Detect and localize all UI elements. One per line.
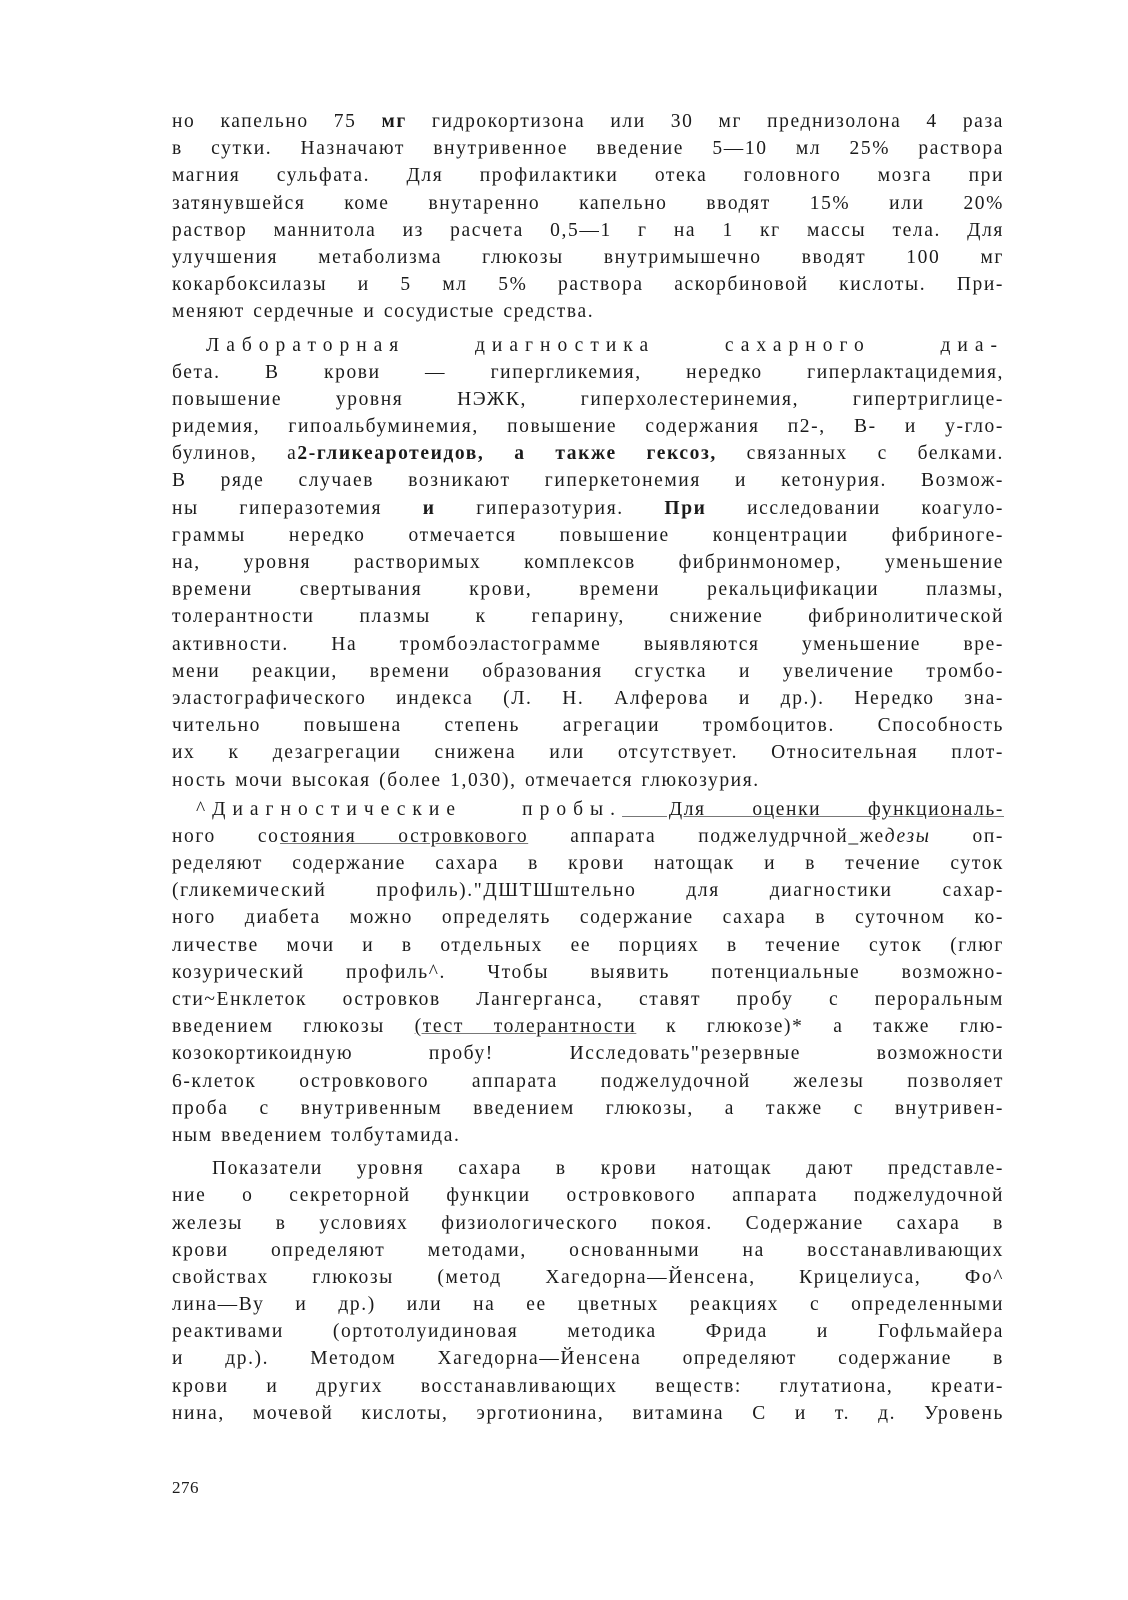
book-page-body [172,108,1004,1427]
text-line: булинов, а2-гликеаротеидов, а также гексоз, связанных с белками. [172,443,1004,465]
text-line: бета. В крови — гипергликемия, нередко гиперлактацидемия, [172,361,1004,383]
text-line: и др.). Методом Хагедорна—Йенсена определяют содержание в [172,1348,1004,1370]
text-line: ределяют содержание сахара в крови натощак и в течение суток [172,853,1004,875]
text-line: нина, мочевой кислоты, эрготионина, витамина С и т. д. Уровень [172,1402,1004,1424]
text-line: толерантности плазмы к гепарину, снижение фибринолитической [172,606,1004,628]
text-line: лина—Ву и др.) или на ее цветных реакциях с определенными [172,1294,1004,1316]
text-line: мени реакции, времени образования сгустка и увеличение тромбо- [172,660,1004,682]
text-line: свойствах глюкозы (метод Хагедорна—Йенсена, Крицелиуса, Фо^ [172,1266,1004,1288]
paragraph-diagnostic-tests [172,796,1004,1149]
text-line: активности. На тромбоэластограмме выявляются уменьшение вре- [172,633,1004,655]
text-line: козокортикоидную пробу! Исследовать"резервные возможности [172,1043,1004,1065]
page-number: 276 [172,1478,199,1497]
text-line: В ряде случаев возникают гиперкетонемия и кетонурия. Возмож- [172,470,1004,492]
text-line: ным введением толбутамида. [172,1124,461,1146]
text-line: ридемия, гипоальбуминемия, повышение содержания п2-, В- и у-гло- [172,416,1004,438]
text-line: личестве мочи и в отдельных ее порциях в течение суток (глюг [172,934,1004,956]
text-line: ного диабета можно определять содержание сахара в суточном ко- [172,907,1004,929]
text-line: крови определяют методами, основанными на восстанавливающих [172,1239,1004,1261]
text-line: но капельно 75 мг гидрокортизона или 30 мг преднизолона 4 раза [172,111,1004,132]
text-line: (гликемический профиль)."ДШТШштельно для диагностики сахар- [172,880,1004,902]
text-line: в сутки. Назначают внутривенное введение 5—10 мл 25% раствора [172,138,1004,160]
text-line: чительно повышена степень агрегации тромбоцитов. Способность [172,715,1004,737]
text-line: кокарбоксилазы и 5 мл 5% раствора аскорбиновой кислоты. При- [172,274,1004,296]
text-line: затянувшейся коме внутаренно капельно вводят 15% или 20% [172,192,1004,214]
text-line: магния сульфата. Для профилактики отека головного мозга при [172,165,1004,187]
text-line: ного состояния островкового аппарата поджелудрчной_жедезы оп- [172,825,1004,847]
text-line: 6-клеток островкового аппарата поджелудочной железы позволяет [172,1070,1004,1092]
text-line: эластографического индекса (Л. Н. Алферова и др.). Нередко зна- [172,687,1004,709]
section-heading-line: Лабораторная диагностика сахарного диа- [206,334,1004,356]
section-heading-line: ^Диагностические пробы. Для оценки функциональ- [196,798,1005,820]
text-line: железы в условиях физиологического покоя. Содержание сахара в [172,1212,1004,1234]
text-line: ние о секреторной функции островкового аппарата поджелудочной [172,1185,1004,1207]
text-line: повышение уровня НЭЖК, гиперхолестеринемия, гипертриглице- [172,388,1004,410]
text-line: улучшения метаболизма глюкозы внутримышечно вводят 100 мг [172,246,1004,268]
paragraph-lab-diagnostics [172,332,1004,794]
text-line: раствор маннитола из расчета 0,5—1 г на 1 кг массы тела. Для [172,219,1004,241]
text-line: сти~Енклеток островков Лангерганса, ставят пробу с пероральным [172,989,1004,1010]
paragraph-blood-sugar [172,1155,1004,1427]
text-line: граммы нередко отмечается повышение концентрации фибриноге- [172,524,1004,546]
text-line: ность мочи высокая (более 1,030), отмечается глюкозурия. [172,769,760,791]
text-line: на, уровня растворимых комплексов фибринмономер, уменьшение [172,552,1004,573]
text-line: введением глюкозы (тест толерантности к глюкозе)* а также глю- [172,1016,1004,1038]
text-line: их к дезагрегации снижена или отсутствует. Относительная плот- [172,742,1004,764]
text-line: Показатели уровня сахара в крови натощак дают представле- [212,1158,1004,1180]
text-line: ны гиперазотемия и гиперазотурия. При исследовании коагуло- [172,497,1005,519]
text-line: козурический профиль^. Чтобы выявить потенциальные возможно- [172,961,1004,983]
paragraph-treatment [172,108,1004,326]
text-line: реактивами (ортотолуидиновая методика Фрида и Гофльмайера [172,1321,1004,1343]
text-line: проба с внутривенным введением глюкозы, а также с внутривен- [172,1097,1004,1119]
text-line: меняют сердечные и сосудистые средства. [172,301,595,323]
text-line: крови и других восстанавливающих веществ: глутатиона, креати- [172,1375,1004,1397]
text-line: времени свертывания крови, времени рекальцификации плазмы, [172,579,1004,601]
